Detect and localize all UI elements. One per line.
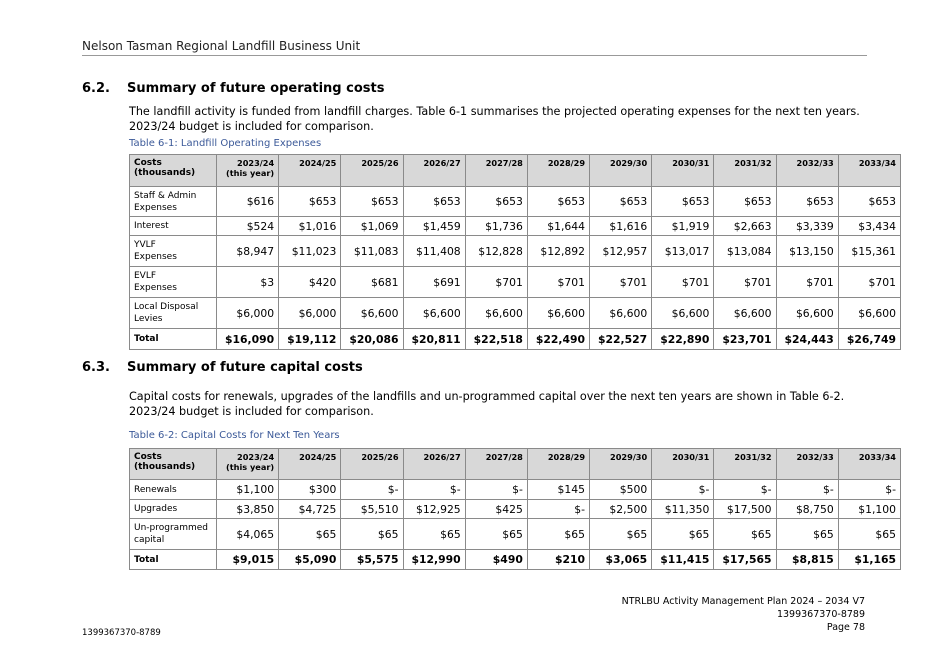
column-header-label: 2026/27 xyxy=(423,452,461,462)
row-label: YVLF xyxy=(134,240,156,250)
row-label: Expenses xyxy=(134,283,177,293)
table-cell: $13,017 xyxy=(652,236,714,267)
column-header-label: 2032/33 xyxy=(796,158,834,168)
table-cell: $- xyxy=(838,480,900,500)
section-number: 6.3. xyxy=(82,360,110,375)
page-header-title: Nelson Tasman Regional Landfill Business Unit xyxy=(82,39,361,53)
table-cell: $1,100 xyxy=(217,480,279,500)
table-cell: $20,086 xyxy=(341,329,403,350)
column-header xyxy=(590,155,652,187)
table-cell: $- xyxy=(527,500,589,519)
table-cell: $11,350 xyxy=(652,500,714,519)
row-label-cell xyxy=(130,329,217,350)
row-label: Staff & Admin xyxy=(134,190,197,201)
table-row xyxy=(130,217,901,236)
column-header-label: 2028/29 xyxy=(547,158,586,168)
column-header xyxy=(279,449,341,480)
table-cell: $1,165 xyxy=(838,550,900,570)
footer-doc-title: NTRLBU Activity Management Plan 2024 – 2034 V7 xyxy=(621,596,865,607)
table-caption: Table 6-1: Landfill Operating Expenses xyxy=(129,138,322,149)
table-cell: $12,892 xyxy=(527,236,589,267)
column-header-label: 2029/30 xyxy=(610,158,648,168)
row-label-cell xyxy=(130,480,217,500)
row-header-label: (thousands) xyxy=(134,168,196,178)
table-cell: $5,575 xyxy=(341,550,403,570)
column-header xyxy=(776,155,838,187)
row-label: Interest xyxy=(134,221,169,231)
column-header xyxy=(590,449,652,480)
table-cell: $6,000 xyxy=(279,298,341,329)
table-cell: $6,600 xyxy=(776,298,838,329)
section-title: Summary of future capital costs xyxy=(127,360,363,375)
table-cell: $65 xyxy=(714,519,776,550)
table-cell: $701 xyxy=(838,267,900,298)
table-cell: $524 xyxy=(217,217,279,236)
footer-page-number: Page 78 xyxy=(826,622,865,633)
table-cell: $701 xyxy=(652,267,714,298)
column-header-label: 2027/28 xyxy=(485,158,523,168)
table-cell: $3,339 xyxy=(776,217,838,236)
column-header xyxy=(217,155,279,187)
table-cell: $65 xyxy=(341,519,403,550)
column-header xyxy=(217,449,279,480)
row-label: Levies xyxy=(134,314,163,324)
section-paragraph: Capital costs for renewals, upgrades of the landfills and un-programmed capital over the next ten years are shown in Table 6-2. 2023/24 budget is included for comparison. xyxy=(129,390,845,418)
column-header-label: 2023/24 xyxy=(237,452,275,462)
table-cell: $701 xyxy=(776,267,838,298)
table-cell: $2,500 xyxy=(590,500,652,519)
column-header-label: 2024/25 xyxy=(299,158,337,168)
column-header xyxy=(527,449,589,480)
row-label-cell xyxy=(130,519,217,550)
table-caption: Table 6-2: Capital Costs for Next Ten Years xyxy=(129,430,340,441)
table-cell: $1,069 xyxy=(341,217,403,236)
column-header-label: 2025/26 xyxy=(361,158,399,168)
column-header-label: 2027/28 xyxy=(485,452,523,462)
table-cell: $3 xyxy=(217,267,279,298)
column-header-label: 2023/24 xyxy=(237,158,275,168)
column-header-label: 2030/31 xyxy=(672,158,710,168)
column-header-label: 2025/26 xyxy=(361,452,399,462)
table-row xyxy=(130,519,901,550)
table-cell: $1,616 xyxy=(590,217,652,236)
table-cell: $6,600 xyxy=(341,298,403,329)
table-cell: $500 xyxy=(590,480,652,500)
column-header-label: 2024/25 xyxy=(299,452,337,462)
column-header xyxy=(403,449,465,480)
table-cell: $12,828 xyxy=(465,236,527,267)
table-cell: $3,434 xyxy=(838,217,900,236)
section-number: 6.2. xyxy=(82,81,110,96)
table-cell: $17,565 xyxy=(714,550,776,570)
table-cell: $24,443 xyxy=(776,329,838,350)
table-cell: $13,084 xyxy=(714,236,776,267)
row-label: EVLF xyxy=(134,271,157,281)
table-cell: $3,065 xyxy=(590,550,652,570)
column-header xyxy=(527,155,589,187)
column-header xyxy=(341,449,403,480)
operating-expenses-table xyxy=(129,154,901,350)
row-label: Un-programmed xyxy=(134,523,208,533)
table-cell: $300 xyxy=(279,480,341,500)
table-cell: $5,510 xyxy=(341,500,403,519)
table-cell: $- xyxy=(403,480,465,500)
row-label-cell xyxy=(130,500,217,519)
table-cell: $15,361 xyxy=(838,236,900,267)
table-cell: $20,811 xyxy=(403,329,465,350)
table-cell: $1,644 xyxy=(527,217,589,236)
row-label: Expenses xyxy=(134,252,177,262)
table-cell: $1,016 xyxy=(279,217,341,236)
table-cell: $653 xyxy=(403,187,465,217)
row-label: Upgrades xyxy=(134,504,178,514)
table-cell: $65 xyxy=(776,519,838,550)
table-cell: $9,015 xyxy=(217,550,279,570)
table-cell: $22,518 xyxy=(465,329,527,350)
table-cell: $616 xyxy=(217,187,279,217)
table-cell: $5,090 xyxy=(279,550,341,570)
total-row xyxy=(130,550,901,570)
table-cell: $653 xyxy=(714,187,776,217)
page-footer xyxy=(622,595,865,634)
table-cell: $1,919 xyxy=(652,217,714,236)
table-cell: $22,890 xyxy=(652,329,714,350)
column-header xyxy=(714,449,776,480)
row-label: capital xyxy=(134,535,165,545)
column-header-label: 2026/27 xyxy=(423,158,461,168)
table-cell: $145 xyxy=(527,480,589,500)
table-cell: $8,750 xyxy=(776,500,838,519)
column-header-label: 2032/33 xyxy=(796,452,834,462)
table-cell: $22,527 xyxy=(590,329,652,350)
row-header-cell xyxy=(130,449,217,480)
column-header-label: 2031/32 xyxy=(734,452,772,462)
table-row xyxy=(130,236,901,267)
column-header xyxy=(652,155,714,187)
capital-costs-table xyxy=(129,448,901,570)
column-header-label: (this year) xyxy=(225,168,275,178)
table-cell: $11,408 xyxy=(403,236,465,267)
table-cell: $425 xyxy=(465,500,527,519)
footer-left-id: 1399367370-8789 xyxy=(82,628,161,638)
table-cell: $13,150 xyxy=(776,236,838,267)
column-header xyxy=(652,449,714,480)
row-label-cell xyxy=(130,217,217,236)
table-cell: $8,815 xyxy=(776,550,838,570)
table-cell: $653 xyxy=(590,187,652,217)
column-header xyxy=(403,155,465,187)
row-label-cell xyxy=(130,187,217,217)
column-header xyxy=(465,155,527,187)
column-header xyxy=(341,155,403,187)
column-header-label: 2033/34 xyxy=(858,452,896,462)
table-cell: $12,925 xyxy=(403,500,465,519)
table-cell: $11,083 xyxy=(341,236,403,267)
table-cell: $11,415 xyxy=(652,550,714,570)
column-header-label: 2033/34 xyxy=(858,158,896,168)
table-cell: $- xyxy=(652,480,714,500)
row-label: Total xyxy=(134,554,159,565)
row-label: Local Disposal xyxy=(134,302,199,312)
column-header xyxy=(838,155,900,187)
table-cell: $653 xyxy=(341,187,403,217)
table-cell: $1,100 xyxy=(838,500,900,519)
table-cell: $681 xyxy=(341,267,403,298)
column-header-label: (this year) xyxy=(225,462,275,472)
table-cell: $- xyxy=(714,480,776,500)
table-cell: $26,749 xyxy=(838,329,900,350)
column-header-label: 2028/29 xyxy=(547,452,586,462)
section-title: Summary of future operating costs xyxy=(127,81,385,96)
table-cell: $701 xyxy=(714,267,776,298)
row-label: Expenses xyxy=(134,202,177,213)
table-cell: $6,600 xyxy=(714,298,776,329)
table-row xyxy=(130,267,901,298)
table-cell: $691 xyxy=(403,267,465,298)
table-cell: $6,600 xyxy=(838,298,900,329)
table-cell: $65 xyxy=(465,519,527,550)
header-divider xyxy=(82,55,867,56)
table-cell: $6,600 xyxy=(527,298,589,329)
row-label-cell xyxy=(130,298,217,329)
column-header xyxy=(714,155,776,187)
table-row xyxy=(130,480,901,500)
table-cell: $65 xyxy=(838,519,900,550)
row-label: Total xyxy=(134,334,159,344)
table-cell: $65 xyxy=(590,519,652,550)
row-header-label: Costs xyxy=(134,452,162,462)
table-cell: $210 xyxy=(527,550,589,570)
column-header xyxy=(465,449,527,480)
table-cell: $- xyxy=(465,480,527,500)
table-cell: $701 xyxy=(590,267,652,298)
table-cell: $11,023 xyxy=(279,236,341,267)
table-cell: $653 xyxy=(279,187,341,217)
table-cell: $2,663 xyxy=(714,217,776,236)
table-cell: $4,725 xyxy=(279,500,341,519)
row-header-cell xyxy=(130,155,217,187)
table-cell: $6,600 xyxy=(652,298,714,329)
column-header xyxy=(838,449,900,480)
table-cell: $- xyxy=(776,480,838,500)
table-cell: $653 xyxy=(527,187,589,217)
row-label: Renewals xyxy=(134,484,177,495)
footer-doc-id: 1399367370-8789 xyxy=(776,609,865,620)
table-row xyxy=(130,298,901,329)
table-cell: $6,600 xyxy=(403,298,465,329)
table-cell: $65 xyxy=(403,519,465,550)
table-cell: $701 xyxy=(465,267,527,298)
table-cell: $653 xyxy=(465,187,527,217)
row-header-label: Costs xyxy=(134,158,162,168)
table-cell: $3,850 xyxy=(217,500,279,519)
column-header-label: 2029/30 xyxy=(610,452,648,462)
table-cell: $4,065 xyxy=(217,519,279,550)
table-cell: $65 xyxy=(527,519,589,550)
section-paragraph: The landfill activity is funded from landfill charges. Table 6-1 summarises the projected operating expenses for the next ten years. 2023/24 budget is included for comparison. xyxy=(129,105,860,133)
table-cell: $1,736 xyxy=(465,217,527,236)
table-row xyxy=(130,187,901,217)
row-label-cell xyxy=(130,267,217,298)
table-cell: $19,112 xyxy=(279,329,341,350)
table-cell: $653 xyxy=(652,187,714,217)
table-cell: $8,947 xyxy=(217,236,279,267)
table-cell: $6,600 xyxy=(590,298,652,329)
table-cell: $490 xyxy=(465,550,527,570)
row-label-cell xyxy=(130,550,217,570)
table-cell: $1,459 xyxy=(403,217,465,236)
table-cell: $701 xyxy=(527,267,589,298)
table-cell: $16,090 xyxy=(217,329,279,350)
column-header xyxy=(776,449,838,480)
table-row xyxy=(130,500,901,519)
row-header-label: (thousands) xyxy=(134,462,196,472)
table-cell: $12,990 xyxy=(403,550,465,570)
table-cell: $420 xyxy=(279,267,341,298)
table-cell: $65 xyxy=(652,519,714,550)
table-cell: $653 xyxy=(776,187,838,217)
table-cell: $23,701 xyxy=(714,329,776,350)
column-header-label: 2031/32 xyxy=(734,158,772,168)
table-cell: $653 xyxy=(838,187,900,217)
column-header-label: 2030/31 xyxy=(672,452,710,462)
row-label-cell xyxy=(130,236,217,267)
column-header xyxy=(279,155,341,187)
table-cell: $17,500 xyxy=(714,500,776,519)
table-cell: $6,600 xyxy=(465,298,527,329)
table-cell: $6,000 xyxy=(217,298,279,329)
table-cell: $22,490 xyxy=(527,329,589,350)
table-cell: $12,957 xyxy=(590,236,652,267)
total-row xyxy=(130,329,901,350)
table-cell: $65 xyxy=(279,519,341,550)
table-cell: $- xyxy=(341,480,403,500)
